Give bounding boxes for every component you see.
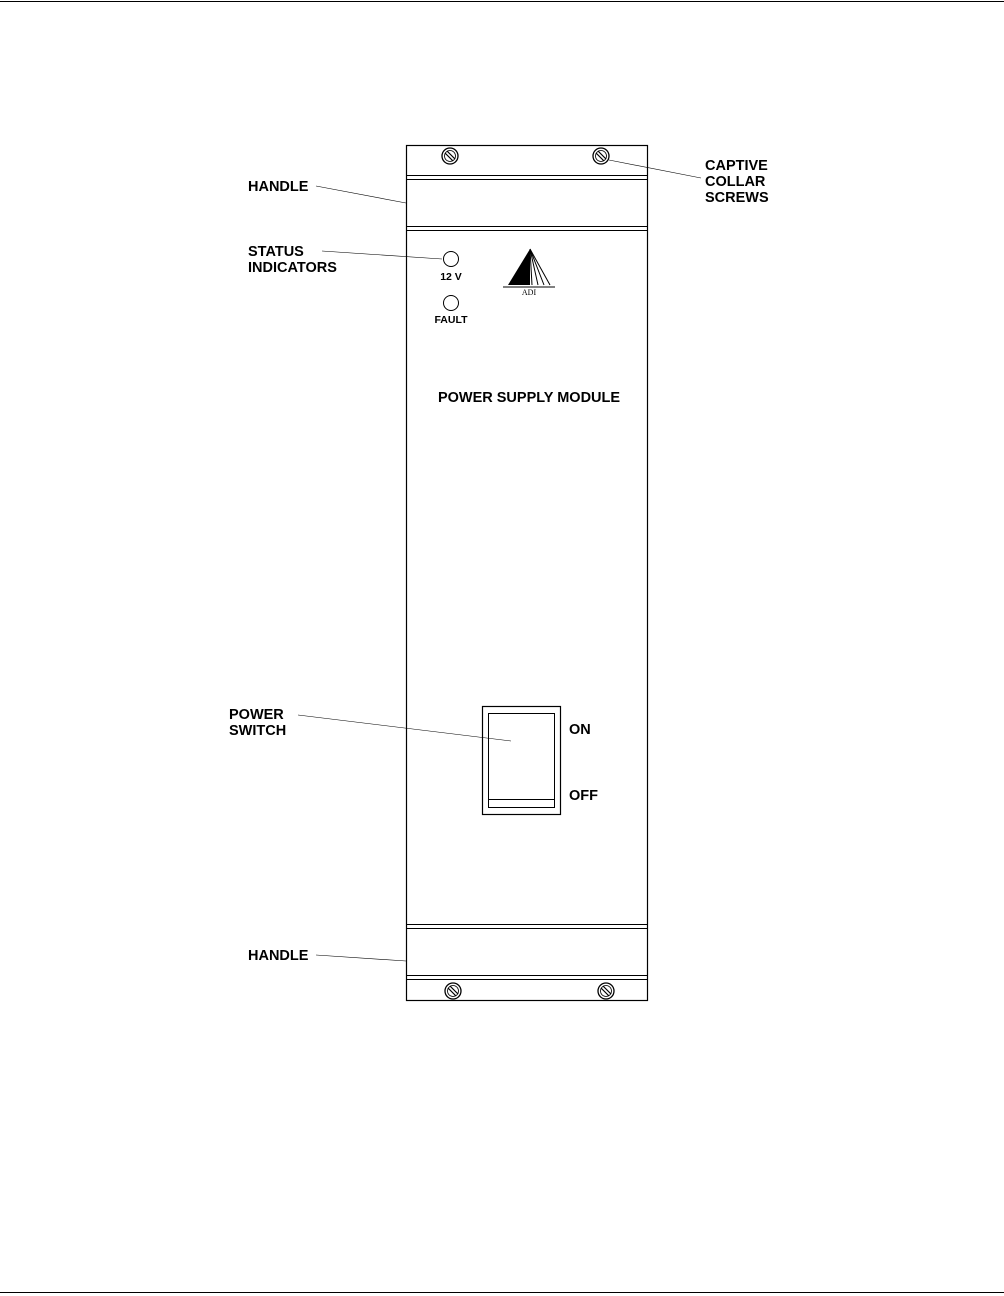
callout-power-switch-1: POWER xyxy=(229,707,284,723)
callout-status-indicators-1: STATUS xyxy=(248,244,304,260)
switch-off-label: OFF xyxy=(569,788,598,804)
switch-on-label: ON xyxy=(569,722,591,738)
callout-handle-bottom: HANDLE xyxy=(248,948,309,964)
led-12v-indicator xyxy=(444,252,459,267)
power-switch[interactable] xyxy=(483,707,561,815)
callout-captive-screws-3: SCREWS xyxy=(705,190,769,206)
callout-status-indicators-2: INDICATORS xyxy=(248,260,337,276)
screw-icon xyxy=(593,148,609,164)
screw-icon xyxy=(598,983,614,999)
module-title: POWER SUPPLY MODULE xyxy=(437,390,621,406)
logo-text: ADI xyxy=(521,288,537,297)
screw-icon xyxy=(445,983,461,999)
led-fault-label: FAULT xyxy=(434,314,468,326)
screw-icon xyxy=(442,148,458,164)
led-12v-label: 12 V xyxy=(440,271,462,283)
led-fault-indicator xyxy=(444,296,459,311)
callout-power-switch-2: SWITCH xyxy=(229,723,287,739)
callout-captive-screws-1: CAPTIVE xyxy=(705,158,768,174)
callout-handle-top: HANDLE xyxy=(248,179,309,195)
callout-captive-screws-2: COLLAR xyxy=(705,174,766,190)
